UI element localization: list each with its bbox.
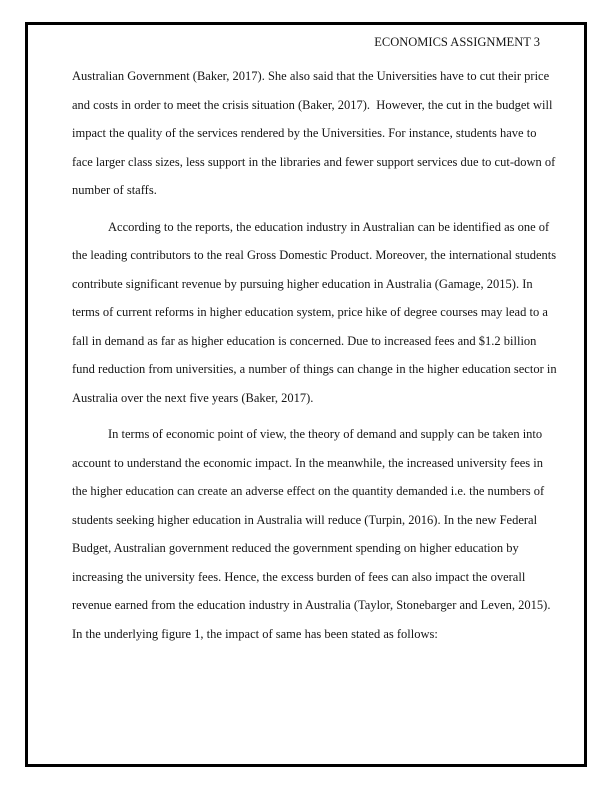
text-line: In the underlying figure 1, the impact of same has been stated as follows: — [72, 626, 438, 641]
text-line: contribute significant revenue by pursuing higher education in Australia (Gamage, 2015). In — [72, 276, 533, 291]
text-line: number of staffs. — [72, 183, 157, 197]
text-line: the leading contributors to the real Gross Domestic Product. Moreover, the international students — [72, 248, 557, 262]
text-line: impact the quality of the services rendered by the Universities. For instance, students have to — [72, 126, 537, 140]
document-body — [72, 62, 557, 656]
page-header: ECONOMICS ASSIGNMENT 3 — [374, 35, 540, 49]
text-line: face larger class sizes, less support in the libraries and fewer support services due to cut-down of — [72, 154, 556, 169]
text-line: increasing the university fees. Hence, the excess burden of fees can also impact the overall — [72, 569, 526, 584]
paragraph-3 — [72, 420, 551, 648]
text-line: the higher education can create an adverse effect on the quantity demanded i.e. the numbers of — [72, 484, 545, 498]
text-line: revenue earned from the education industry in Australia (Taylor, Stonebarger and Leven, 2015). — [72, 598, 551, 612]
text-line: Budget, Australian government reduced the government spending on higher education by — [72, 541, 519, 555]
text-line: According to the reports, the education industry in Australian can be identified as one of — [108, 219, 550, 234]
text-line: students seeking higher education in Australia will reduce (Turpin, 2016). In the new Federal — [72, 512, 538, 527]
paragraph-2 — [72, 213, 557, 413]
text-line: fall in demand as far as higher education is concerned. Due to increased fees and $1.2 billion — [72, 333, 537, 348]
text-line: Australian Government (Baker, 2017). She also said that the Universities have to cut their price — [72, 69, 550, 83]
text-line: Australia over the next five years (Baker, 2017). — [72, 390, 314, 405]
text-line: account to understand the economic impact. In the meanwhile, the increased university fees in — [72, 455, 544, 470]
text-line: fund reduction from universities, a number of things can change in the higher education sector in — [72, 362, 557, 376]
text-line: terms of current reforms in higher education system, price hike of degree courses may lead to a — [72, 305, 548, 319]
paragraph-1 — [72, 62, 556, 205]
text-line: and costs in order to meet the crisis situation (Baker, 2017). However, the cut in the budget will — [72, 97, 553, 112]
text-line: In terms of economic point of view, the theory of demand and supply can be taken into — [108, 427, 543, 441]
